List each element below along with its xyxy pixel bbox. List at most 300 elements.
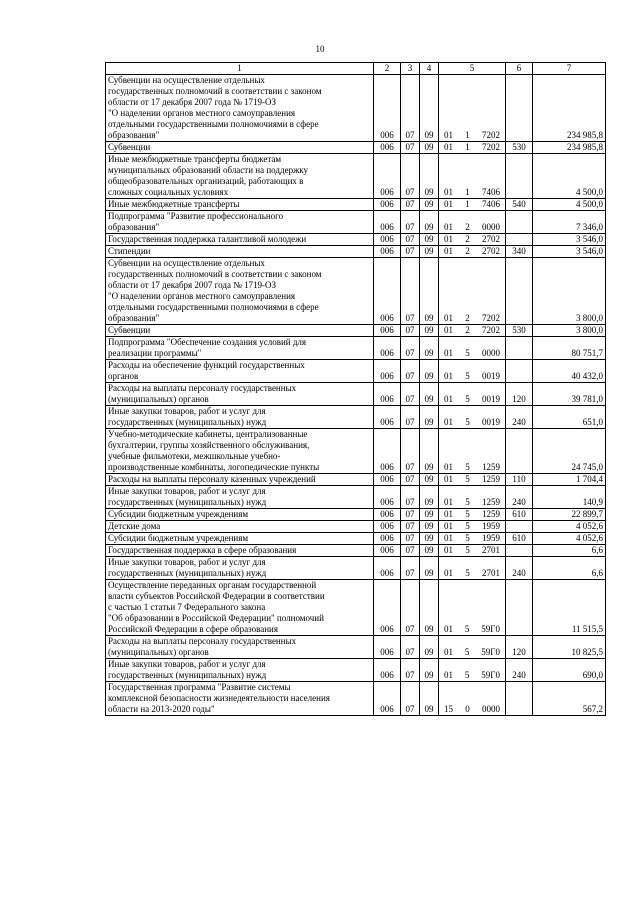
target-article-part: 01 <box>444 462 453 472</box>
section-code: 07 <box>401 234 420 246</box>
section-code: 07 <box>401 486 420 509</box>
target-article-part: 5 <box>465 521 470 531</box>
table-row <box>106 509 606 521</box>
subsection-code: 09 <box>420 521 439 533</box>
row-name-line: Субвенции <box>108 325 151 335</box>
row-name-line: реализации программы" <box>108 348 202 358</box>
amount: 234 985,8 <box>533 75 606 142</box>
target-article-code <box>439 154 506 199</box>
amount: 4 052,6 <box>533 521 606 533</box>
target-article-part: 59Г0 <box>481 670 500 680</box>
target-article-part: 1 <box>465 199 470 209</box>
subsection-code: 09 <box>420 474 439 486</box>
header-col-2: 2 <box>374 63 401 75</box>
target-article-part: 0000 <box>482 222 500 232</box>
target-article-part: 01 <box>444 670 453 680</box>
header-col-7: 7 <box>533 63 606 75</box>
target-article-code <box>439 325 506 337</box>
row-name <box>106 509 374 521</box>
amount: 234 985,8 <box>533 142 606 154</box>
row-name <box>106 521 374 533</box>
table-row <box>106 337 606 360</box>
ministry-code: 006 <box>374 360 401 383</box>
expense-type-code: 530 <box>506 142 533 154</box>
target-article-code <box>439 636 506 659</box>
ministry-code: 006 <box>374 557 401 580</box>
row-name <box>106 337 374 360</box>
target-article-part: 01 <box>444 222 453 232</box>
table-row <box>106 246 606 258</box>
row-name <box>106 360 374 383</box>
table-row <box>106 211 606 234</box>
row-name-line: Иные межбюджетные трансферты бюджетам <box>108 154 282 164</box>
target-article-part: 1259 <box>482 462 500 472</box>
table-row <box>106 580 606 636</box>
target-article-part: 01 <box>444 568 453 578</box>
section-code: 07 <box>401 142 420 154</box>
target-article-part: 1259 <box>482 509 500 519</box>
subsection-code: 09 <box>420 682 439 716</box>
row-name-line: государственных (муниципальных) нужд <box>108 670 267 680</box>
row-name <box>106 474 374 486</box>
row-name <box>106 557 374 580</box>
target-article-code <box>439 474 506 486</box>
target-article-part: 2701 <box>482 545 500 555</box>
target-article-part: 5 <box>464 647 470 657</box>
row-name-line: власти субъектов Российской Федерации в соответствии <box>108 591 325 601</box>
ministry-code: 006 <box>374 337 401 360</box>
table-row <box>106 429 606 474</box>
target-article-part: 01 <box>444 533 453 543</box>
expense-type-code <box>506 682 533 716</box>
expense-type-code: 120 <box>506 383 533 406</box>
section-code: 07 <box>401 509 420 521</box>
subsection-code: 09 <box>420 509 439 521</box>
target-article-part: 5 <box>465 417 470 427</box>
ministry-code: 006 <box>374 246 401 258</box>
table-row <box>106 659 606 682</box>
target-article-part: 01 <box>444 199 453 209</box>
section-code: 07 <box>401 533 420 545</box>
row-name-line: Подпрограмма "Развитие профессионального <box>108 211 284 221</box>
row-name-line: (муниципальных) органов <box>108 394 209 404</box>
ministry-code: 006 <box>374 211 401 234</box>
ministry-code: 006 <box>374 580 401 636</box>
table-row <box>106 533 606 545</box>
expense-type-code: 120 <box>506 636 533 659</box>
header-row <box>106 63 606 75</box>
target-article-code <box>439 406 506 429</box>
row-name <box>106 75 374 142</box>
target-article-part: 15 <box>444 704 453 714</box>
subsection-code: 09 <box>420 142 439 154</box>
target-article-part: 0000 <box>482 704 500 714</box>
target-article-part: 5 <box>465 394 470 404</box>
target-article-part: 01 <box>444 509 453 519</box>
target-article-part: 5 <box>465 348 470 358</box>
subsection-code: 09 <box>420 636 439 659</box>
table-body <box>106 75 606 716</box>
amount: 3 800,0 <box>533 258 606 325</box>
header-col-5: 5 <box>439 63 506 75</box>
ministry-code: 006 <box>374 429 401 474</box>
amount: 22 899,7 <box>533 509 606 521</box>
target-article-code <box>439 486 506 509</box>
amount: 690,0 <box>533 659 606 682</box>
ministry-code: 006 <box>374 636 401 659</box>
target-article-code <box>439 75 506 142</box>
row-name-line: Расходы на выплаты персоналу государственных <box>108 383 297 393</box>
target-article-part: 59Г0 <box>481 647 500 657</box>
row-name-line: Детские дома <box>108 521 161 531</box>
amount: 40 432,0 <box>533 360 606 383</box>
row-name <box>106 429 374 474</box>
expense-type-code <box>506 234 533 246</box>
subsection-code: 09 <box>420 154 439 199</box>
amount: 1 704,4 <box>533 474 606 486</box>
expense-type-code: 240 <box>506 486 533 509</box>
section-code: 07 <box>401 406 420 429</box>
row-name-line: государственных полномочий в соответствии с законом <box>108 269 322 279</box>
section-code: 07 <box>401 211 420 234</box>
target-article-part: 01 <box>444 474 453 484</box>
ministry-code: 006 <box>374 199 401 211</box>
ministry-code: 006 <box>374 325 401 337</box>
row-name-line: учебные фильмотеки, межшкольные учебно- <box>108 451 281 461</box>
target-article-part: 7202 <box>482 130 500 140</box>
target-article-code <box>439 360 506 383</box>
target-article-code <box>439 580 506 636</box>
row-name-line: Российской Федерации в сфере образования <box>108 624 279 634</box>
amount: 651,0 <box>533 406 606 429</box>
target-article-part: 01 <box>444 417 453 427</box>
ministry-code: 006 <box>374 142 401 154</box>
amount: 24 745,0 <box>533 429 606 474</box>
target-article-part: 01 <box>444 624 453 634</box>
row-name-line: Подпрограмма "Обеспечение создания условий для <box>108 337 307 347</box>
amount: 4 500,0 <box>533 199 606 211</box>
target-article-part: 01 <box>444 545 453 555</box>
row-name-line: образования" <box>108 313 160 323</box>
ministry-code: 006 <box>374 659 401 682</box>
amount: 4 052,6 <box>533 533 606 545</box>
amount: 7 346,0 <box>533 211 606 234</box>
row-name <box>106 211 374 234</box>
subsection-code: 09 <box>420 406 439 429</box>
row-name <box>106 659 374 682</box>
target-article-part: 1 <box>465 142 470 152</box>
expense-type-code: 110 <box>506 474 533 486</box>
row-name-line: "О наделении органов местного самоуправления <box>108 291 296 301</box>
row-name-line: Стипендии <box>108 246 151 256</box>
ministry-code: 006 <box>374 486 401 509</box>
target-article-part: 7202 <box>482 142 500 152</box>
amount: 6,6 <box>533 545 606 557</box>
table-row <box>106 258 606 325</box>
target-article-part: 01 <box>444 187 453 197</box>
ministry-code: 006 <box>374 234 401 246</box>
target-article-code <box>439 545 506 557</box>
section-code: 07 <box>401 75 420 142</box>
section-code: 07 <box>401 659 420 682</box>
target-article-part: 5 <box>465 533 470 543</box>
target-article-code <box>439 533 506 545</box>
target-article-part: 5 <box>465 568 470 578</box>
target-article-part: 1959 <box>482 533 500 543</box>
target-article-code <box>439 557 506 580</box>
row-name <box>106 580 374 636</box>
amount: 39 781,0 <box>533 383 606 406</box>
target-article-part: 7406 <box>482 199 500 209</box>
ministry-code: 006 <box>374 406 401 429</box>
target-article-part: 01 <box>444 130 453 140</box>
table-row <box>106 154 606 199</box>
row-name-line: органов <box>108 371 139 381</box>
expense-type-code: 240 <box>506 557 533 580</box>
ministry-code: 006 <box>374 533 401 545</box>
row-name <box>106 142 374 154</box>
row-name <box>106 533 374 545</box>
ministry-code: 006 <box>374 521 401 533</box>
target-article-part: 1259 <box>482 474 500 484</box>
ministry-code: 006 <box>374 154 401 199</box>
expense-type-code <box>506 75 533 142</box>
section-code: 07 <box>401 383 420 406</box>
table-row <box>106 142 606 154</box>
row-name-line: сложных социальных условиях <box>108 187 229 197</box>
target-article-code <box>439 509 506 521</box>
section-code: 07 <box>401 337 420 360</box>
target-article-part: 1 <box>465 130 470 140</box>
subsection-code: 09 <box>420 533 439 545</box>
expense-type-code <box>506 545 533 557</box>
row-name-line: Государственная поддержка талантливой молодежи <box>108 234 307 244</box>
row-name-line: Государственная программа "Развитие системы <box>108 682 291 692</box>
table-row <box>106 557 606 580</box>
target-article-part: 2 <box>465 246 470 256</box>
target-article-part: 5 <box>465 462 470 472</box>
expense-type-code: 240 <box>506 406 533 429</box>
target-article-part: 2702 <box>482 246 500 256</box>
target-article-part: 5 <box>465 474 470 484</box>
section-code: 07 <box>401 325 420 337</box>
target-article-code <box>439 521 506 533</box>
target-article-part: 1959 <box>482 521 500 531</box>
row-name <box>106 545 374 557</box>
section-code: 07 <box>401 246 420 258</box>
subsection-code: 09 <box>420 337 439 360</box>
ministry-code: 006 <box>374 383 401 406</box>
target-article-code <box>439 211 506 234</box>
row-name-line: государственных полномочий в соответствии с законом <box>108 86 322 96</box>
target-article-part: 01 <box>444 371 453 381</box>
row-name-line: Иные закупки товаров, работ и услуг для <box>108 406 266 416</box>
budget-table <box>105 62 606 716</box>
target-article-part: 2 <box>465 325 470 335</box>
target-article-part: 5 <box>464 670 470 680</box>
amount: 567,2 <box>533 682 606 716</box>
expense-type-code <box>506 360 533 383</box>
section-code: 07 <box>401 199 420 211</box>
target-article-code <box>439 337 506 360</box>
row-name <box>106 383 374 406</box>
row-name <box>106 199 374 211</box>
table-row <box>106 474 606 486</box>
target-article-part: 01 <box>444 394 453 404</box>
target-article-part: 01 <box>444 234 453 244</box>
ministry-code: 006 <box>374 75 401 142</box>
row-name-line: (муниципальных) органов <box>108 647 209 657</box>
amount: 4 500,0 <box>533 154 606 199</box>
section-code: 07 <box>401 429 420 474</box>
section-code: 07 <box>401 636 420 659</box>
row-name-line: отдельными государственными полномочиями в сфере <box>108 119 319 129</box>
target-article-part: 0 <box>465 704 470 714</box>
subsection-code: 09 <box>420 486 439 509</box>
target-article-part: 01 <box>444 348 453 358</box>
row-name-line: Учебно-методические кабинеты, централизованные <box>108 429 308 439</box>
subsection-code: 09 <box>420 580 439 636</box>
section-code: 07 <box>401 557 420 580</box>
target-article-code <box>439 234 506 246</box>
expense-type-code <box>506 580 533 636</box>
row-name-line: области на 2013-2020 годы" <box>108 704 215 714</box>
row-name-line: "Об образовании в Российской Федерации" полномочий <box>108 613 324 623</box>
header-col-3: 3 <box>401 63 420 75</box>
subsection-code: 09 <box>420 659 439 682</box>
subsection-code: 09 <box>420 545 439 557</box>
row-name-line: государственных (муниципальных) нужд <box>108 568 267 578</box>
expense-type-code <box>506 211 533 234</box>
target-article-part: 01 <box>444 313 453 323</box>
ministry-code: 006 <box>374 545 401 557</box>
row-name-line: Расходы на выплаты персоналу казенных учреждений <box>108 474 316 484</box>
table-row <box>106 234 606 246</box>
row-name-line: Субвенции <box>108 142 151 152</box>
subsection-code: 09 <box>420 246 439 258</box>
row-name-line: общеобразовательных организаций, работающих в <box>108 176 304 186</box>
table-row <box>106 325 606 337</box>
target-article-part: 7406 <box>482 187 500 197</box>
target-article-part: 2701 <box>482 568 500 578</box>
subsection-code: 09 <box>420 234 439 246</box>
amount: 3 800,0 <box>533 325 606 337</box>
amount: 140,9 <box>533 486 606 509</box>
expense-type-code: 610 <box>506 533 533 545</box>
row-name-line: Иные закупки товаров, работ и услуг для <box>108 557 266 567</box>
row-name <box>106 154 374 199</box>
expense-type-code: 530 <box>506 325 533 337</box>
target-article-part: 2 <box>465 234 470 244</box>
row-name <box>106 682 374 716</box>
subsection-code: 09 <box>420 258 439 325</box>
row-name <box>106 636 374 659</box>
target-article-code <box>439 383 506 406</box>
header-col-4: 4 <box>420 63 439 75</box>
target-article-code <box>439 659 506 682</box>
target-article-code <box>439 682 506 716</box>
target-article-part: 1259 <box>482 497 500 507</box>
expense-type-code: 340 <box>506 246 533 258</box>
row-name-line: области от 17 декабря 2007 года № 1719-ОЗ <box>108 97 277 107</box>
row-name-line: Субвенции на осуществление отдельных <box>108 75 265 85</box>
target-article-part: 5 <box>465 509 470 519</box>
row-name-line: Субсидии бюджетным учреждениям <box>108 509 249 519</box>
subsection-code: 09 <box>420 325 439 337</box>
target-article-part: 7202 <box>482 313 500 323</box>
expense-type-code: 610 <box>506 509 533 521</box>
table-row <box>106 521 606 533</box>
row-name-line: Субсидии бюджетным учреждениям <box>108 533 249 543</box>
subsection-code: 09 <box>420 75 439 142</box>
target-article-code <box>439 429 506 474</box>
target-article-part: 2 <box>465 222 470 232</box>
table-row <box>106 406 606 429</box>
target-article-part: 5 <box>465 371 470 381</box>
target-article-part: 0019 <box>482 371 500 381</box>
section-code: 07 <box>401 545 420 557</box>
row-name-line: Расходы на выплаты персоналу государственных <box>108 636 297 646</box>
table-row <box>106 636 606 659</box>
row-name-line: Субвенции на осуществление отдельных <box>108 258 265 268</box>
amount: 3 546,0 <box>533 246 606 258</box>
table-row <box>106 75 606 142</box>
target-article-part: 2 <box>465 313 470 323</box>
expense-type-code <box>506 521 533 533</box>
amount: 80 751,7 <box>533 337 606 360</box>
subsection-code: 09 <box>420 383 439 406</box>
section-code: 07 <box>401 580 420 636</box>
row-name-line: бухгалтерии, группы хозяйственного обслуживания, <box>108 440 310 450</box>
row-name-line: Иные закупки товаров, работ и услуг для <box>108 486 266 496</box>
target-article-code <box>439 199 506 211</box>
subsection-code: 09 <box>420 211 439 234</box>
expense-type-code: 540 <box>506 199 533 211</box>
row-name-line: Иные межбюджетные трансферты <box>108 199 240 209</box>
row-name-line: государственных (муниципальных) нужд <box>108 417 267 427</box>
row-name-line: с частью 1 статьи 7 Федерального закона <box>108 602 266 612</box>
page-number: 10 <box>315 44 325 54</box>
row-name-line: Иные закупки товаров, работ и услуг для <box>108 659 266 669</box>
target-article-part: 01 <box>444 497 453 507</box>
ministry-code: 006 <box>374 258 401 325</box>
row-name-line: "О наделении органов местного самоуправления <box>108 108 296 118</box>
row-name <box>106 406 374 429</box>
row-name <box>106 325 374 337</box>
subsection-code: 09 <box>420 429 439 474</box>
target-article-code <box>439 246 506 258</box>
section-code: 07 <box>401 682 420 716</box>
table-row <box>106 360 606 383</box>
target-article-part: 01 <box>444 521 453 531</box>
row-name <box>106 246 374 258</box>
expense-type-code <box>506 154 533 199</box>
amount: 11 515,5 <box>533 580 606 636</box>
target-article-part: 0019 <box>482 417 500 427</box>
header-col-1: 1 <box>106 63 374 75</box>
header-col-6: 6 <box>506 63 533 75</box>
subsection-code: 09 <box>420 199 439 211</box>
amount: 10 825,5 <box>533 636 606 659</box>
section-code: 07 <box>401 521 420 533</box>
section-code: 07 <box>401 474 420 486</box>
target-article-code <box>439 258 506 325</box>
table-row <box>106 545 606 557</box>
row-name-line: комплексной безопасности жизнедеятельности населения <box>108 693 330 703</box>
row-name <box>106 258 374 325</box>
row-name-line: государственных (муниципальных) нужд <box>108 497 267 507</box>
row-name-line: Осуществление переданных органам государственной <box>108 580 317 590</box>
